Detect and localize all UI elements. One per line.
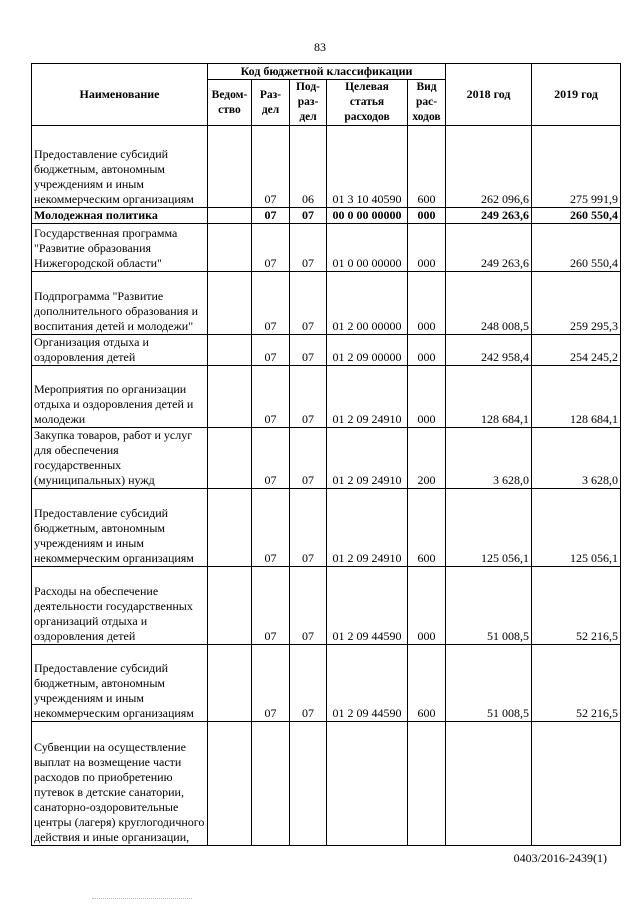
row-name: Субвенции на осуществление выплат на возмещение части расходов по приобретению путевок в детские санатории, санаторно-оздоровительные центры (лагеря) круглогодичного действия и иные организации, [32,722,208,846]
cell-2019: 254 245,2 [532,335,621,366]
cell-2018: 51 008,5 [446,567,532,645]
cell-csr: 01 2 09 24910 [327,366,408,428]
cell-2019: 52 216,5 [532,567,621,645]
cell-razdel: 07 [252,272,290,335]
header-vedom: Ведом-ство [208,80,252,126]
table-row [32,208,621,224]
cell-vedom [208,272,252,335]
table-row [32,272,621,335]
cell-2018: 51 008,5 [446,645,532,722]
table-row [32,366,621,428]
cell-2019: 260 550,4 [532,224,621,272]
page-number: 83 [314,40,326,54]
cell-2019: 128 684,1 [532,366,621,428]
table-row [32,126,621,208]
cell-2018: 249 263,6 [446,224,532,272]
table-row [32,489,621,567]
cell-vr: 000 [408,567,446,645]
cell-razdel: 07 [252,208,290,224]
header-2019: 2019 год [532,64,621,126]
cell-2019: 3 628,0 [532,428,621,489]
cell-2018: 125 056,1 [446,489,532,567]
cell-2019: 260 550,4 [532,208,621,224]
cell-podrazdel: 07 [290,366,327,428]
cell-vedom [208,208,252,224]
cell-podrazdel: 07 [290,224,327,272]
cell-vr: 600 [408,489,446,567]
cell-csr: 01 2 09 24910 [327,489,408,567]
header-podrazdel: Под-раз-дел [290,80,327,126]
document-code: 0403/2016-2439(1) [513,851,607,865]
row-name: Молодежная политика [32,208,208,224]
row-name: Подпрограмма "Развитие дополнительного образования и воспитания детей и молодежи" [32,272,208,335]
cell-podrazdel: 06 [290,126,327,208]
cell-2018: 249 263,6 [446,208,532,224]
cell-csr: 01 2 09 24910 [327,428,408,489]
cell-podrazdel: 07 [290,208,327,224]
cell-2018: 248 008,5 [446,272,532,335]
cell-vr [408,722,446,846]
row-name: Организация отдыха и оздоровления детей [32,335,208,366]
cell-csr: 01 2 00 00000 [327,272,408,335]
cell-razdel: 07 [252,335,290,366]
cell-2018: 242 958,4 [446,335,532,366]
cell-podrazdel: 07 [290,489,327,567]
table-row [32,335,621,366]
row-name: Расходы на обеспечение деятельности государственных организаций отдыха и оздоровления детей [32,567,208,645]
cell-razdel: 07 [252,567,290,645]
header-name: Наименование [32,64,208,126]
cell-podrazdel: 07 [290,272,327,335]
table-row [32,224,621,272]
cell-vedom [208,722,252,846]
cell-csr: 01 2 09 44590 [327,567,408,645]
cell-2018 [446,722,532,846]
header-vr: Вид рас-ходов [408,80,446,126]
header-2018: 2018 год [446,64,532,126]
header-budget-code-group: Код бюджетной классификации [208,64,446,80]
cell-vedom [208,645,252,722]
cell-podrazdel: 07 [290,567,327,645]
cell-2019 [532,722,621,846]
cell-razdel: 07 [252,645,290,722]
cell-csr [327,722,408,846]
budget-table [31,63,621,846]
cell-razdel [252,722,290,846]
cell-2019: 125 056,1 [532,489,621,567]
cell-2018: 262 096,6 [446,126,532,208]
cell-razdel: 07 [252,489,290,567]
table-row [32,722,621,846]
cell-razdel: 07 [252,224,290,272]
row-name: Предоставление субсидий бюджетным, автономным учреждениям и иным некоммерческим организациям [32,645,208,722]
cell-vr: 000 [408,208,446,224]
row-name: Мероприятия по организации отдыха и оздоровления детей и молодежи [32,366,208,428]
row-name: Предоставление субсидий бюджетным, автономным учреждениям и иным некоммерческим организациям [32,126,208,208]
cell-vr: 000 [408,224,446,272]
cell-razdel: 07 [252,366,290,428]
cell-podrazdel: 07 [290,335,327,366]
cell-vedom [208,489,252,567]
cell-podrazdel: 07 [290,645,327,722]
cell-csr: 00 0 00 00000 [327,208,408,224]
cell-2018: 3 628,0 [446,428,532,489]
cell-csr: 01 0 00 00000 [327,224,408,272]
table-row [32,567,621,645]
cell-vr: 600 [408,645,446,722]
cell-vr: 600 [408,126,446,208]
header-razdel: Раз-дел [252,80,290,126]
cell-csr: 01 3 10 40590 [327,126,408,208]
cell-vedom [208,335,252,366]
header-csr: Целевая статья расходов [327,80,408,126]
cell-razdel: 07 [252,428,290,489]
cell-vedom [208,428,252,489]
cell-vr: 000 [408,335,446,366]
row-name: Предоставление субсидий бюджетным, автономным учреждениям и иным некоммерческим организациям [32,489,208,567]
row-name: Закупка товаров, работ и услуг для обеспечения государственных (муниципальных) нужд [32,428,208,489]
cell-csr: 01 2 09 44590 [327,645,408,722]
cell-podrazdel: 07 [290,428,327,489]
table-row [32,428,621,489]
cell-razdel: 07 [252,126,290,208]
cell-vedom [208,366,252,428]
cell-vr: 000 [408,366,446,428]
row-name: Государственная программа "Развитие образования Нижегородской области" [32,224,208,272]
scan-artifact [92,898,192,899]
cell-2018: 128 684,1 [446,366,532,428]
cell-vr: 200 [408,428,446,489]
cell-csr: 01 2 09 00000 [327,335,408,366]
table-row [32,645,621,722]
cell-vedom [208,126,252,208]
cell-vedom [208,224,252,272]
cell-vr: 000 [408,272,446,335]
cell-2019: 275 991,9 [532,126,621,208]
cell-podrazdel [290,722,327,846]
cell-2019: 259 295,3 [532,272,621,335]
cell-vedom [208,567,252,645]
cell-2019: 52 216,5 [532,645,621,722]
